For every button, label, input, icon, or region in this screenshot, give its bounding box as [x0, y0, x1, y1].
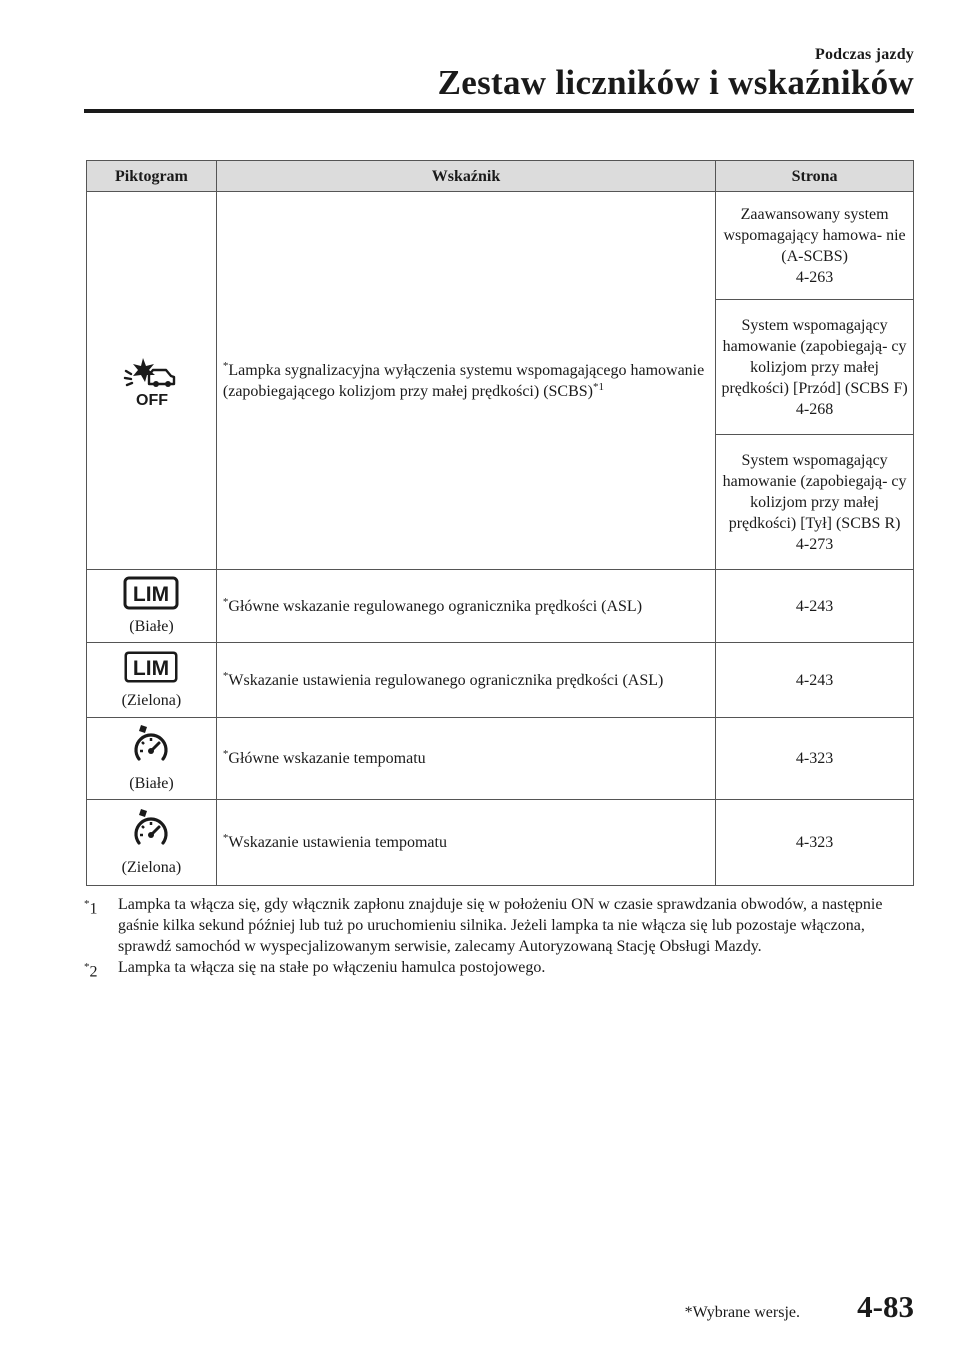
- column-header-page: Strona: [716, 161, 914, 192]
- page-reference: 4-323: [716, 718, 914, 800]
- page-reference: 4-243: [716, 643, 914, 718]
- table-row: [87, 800, 914, 886]
- indicator-description: *Wskazanie ustawienia regulowanego ogranicznika prędkości (ASL): [216, 643, 715, 718]
- color-caption: (Zielona): [121, 859, 182, 876]
- color-caption: (Białe): [129, 775, 174, 792]
- lim-icon: [87, 650, 216, 684]
- page-reference: Zaawansowany system wspomagający hamowa- nie (A-SCBS) 4-263: [716, 192, 914, 300]
- footnotes: [84, 894, 914, 982]
- page-reference: System wspomagający hamowanie (zapobiegają- cy kolizjom przy małej prędkości) [Tył] (SCBS R) 4-273: [716, 435, 914, 570]
- indicator-description: *Główne wskazanie regulowanego ogranicznika prędkości (ASL): [216, 570, 715, 643]
- page-reference: 4-243: [716, 570, 914, 643]
- pictogram-cell: [87, 192, 217, 570]
- page-reference: 4-323: [716, 800, 914, 886]
- footer-note: *Wybrane wersje.: [684, 1304, 800, 1321]
- lim-icon: [87, 576, 216, 610]
- pictogram-cell: [87, 718, 217, 800]
- table-row: [87, 643, 914, 718]
- svg-text:LIM: LIM: [133, 656, 170, 680]
- cruise-control-icon: [87, 723, 216, 767]
- indicator-description: *Lampka sygnalizacyjna wyłączenia systemu wspomagającego hamowanie (zapobiegającego kolizjom przy małej prędkości) (SCBS)$^{*1}$: [216, 192, 715, 570]
- header-divider: [84, 109, 914, 113]
- table-row: [87, 718, 914, 800]
- page-title: Zestaw liczników i wskaźników: [437, 63, 914, 102]
- page-reference: System wspomagający hamowanie (zapobiegają- cy kolizjom przy małej prędkości) [Przód] (SCBS F) 4-268: [716, 300, 914, 435]
- column-header-pictogram: Piktogram: [87, 161, 217, 192]
- footnote: *1 Lampka ta włącza się, gdy włącznik zapłonu znajduje się w położeniu ON w czasie sprawdzania obwodów, a następnie gaśnie kilka sekund później lub tuż po uruchomieniu silnika. Jeżeli lampka ta nie włącza się lub pozostaje włączona, sprawdź samochód w wyspecjalizowanym serwisie, zalecamy Autoryzowaną Stację Obsługi Mazdy.: [84, 896, 883, 955]
- pictogram-cell: [87, 570, 217, 643]
- indicator-description: *Główne wskazanie tempomatu: [216, 718, 715, 800]
- table-header-row: [87, 161, 914, 192]
- page-number: 4-83: [857, 1289, 914, 1324]
- indicator-table: [86, 160, 914, 886]
- color-caption: (Zielona): [121, 691, 182, 709]
- scbs-off-icon: [87, 355, 216, 407]
- footnote: *2 Lampka ta włącza się na stałe po włączeniu hamulca postojowego.: [84, 959, 546, 981]
- section-title: Podczas jazdy: [814, 46, 914, 63]
- cruise-control-icon: [87, 807, 216, 851]
- svg-text:LIM: LIM: [133, 582, 170, 606]
- svg-text:OFF: OFF: [136, 391, 169, 407]
- pictogram-cell: [87, 643, 217, 718]
- pictogram-cell: [87, 800, 217, 886]
- table-row: [87, 192, 914, 300]
- color-caption: (Białe): [129, 617, 174, 635]
- table-row: [87, 570, 914, 643]
- column-header-indicator: Wskaźnik: [216, 161, 715, 192]
- indicator-description: *Wskazanie ustawienia tempomatu: [216, 800, 715, 886]
